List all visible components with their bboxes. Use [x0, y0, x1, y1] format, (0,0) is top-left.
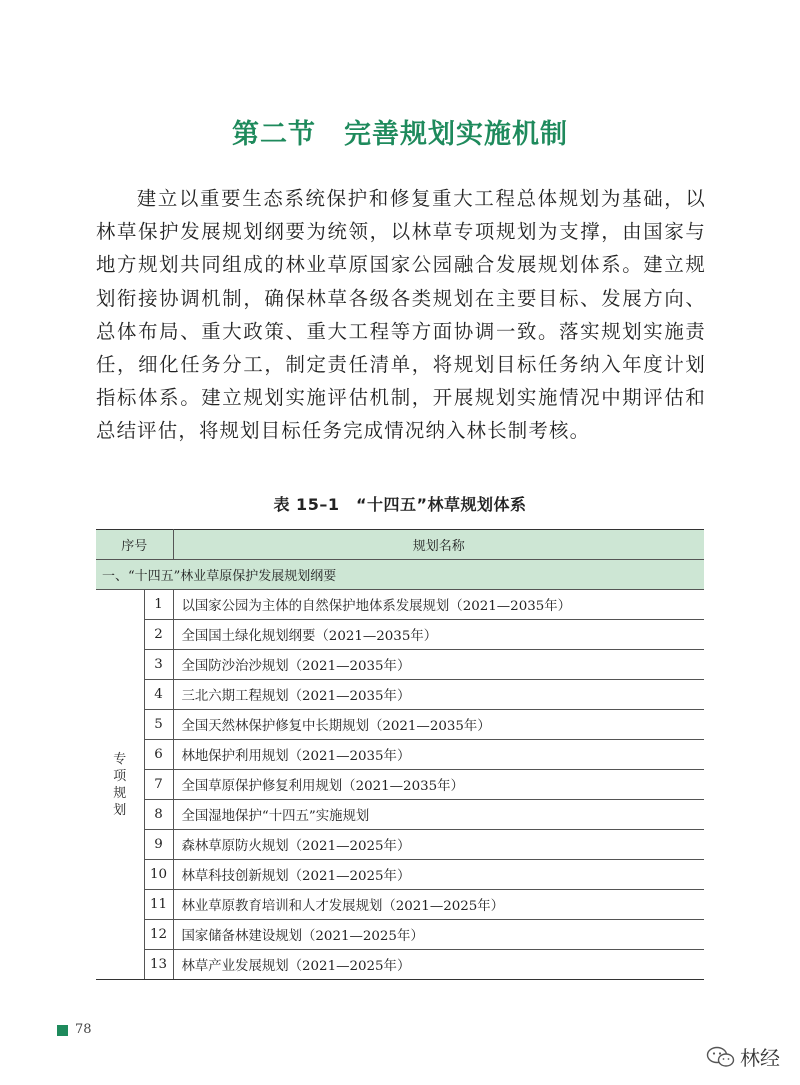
table-row [96, 740, 704, 770]
table-row [96, 860, 704, 890]
header-seq: 序号 [96, 530, 173, 560]
row-number: 12 [144, 920, 173, 950]
row-plan-name: 全国草原保护修复利用规划（2021—2035年） [173, 770, 704, 800]
header-name: 规划名称 [173, 530, 704, 560]
page-number: 78 [75, 1022, 92, 1037]
category-cell [96, 590, 144, 980]
plan-table [96, 529, 704, 980]
row-number: 2 [144, 620, 173, 650]
section-row-label: 一、“十四五”林业草原保护发展规划纲要 [96, 560, 704, 590]
table-row [96, 800, 704, 830]
row-plan-name: 以国家公园为主体的自然保护地体系发展规划（2021—2035年） [173, 590, 704, 620]
watermark-text: 林经 [740, 1046, 780, 1070]
row-plan-name: 全国国土绿化规划纲要（2021—2035年） [173, 620, 704, 650]
row-number: 4 [144, 680, 173, 710]
row-plan-name: 林地保护利用规划（2021—2035年） [173, 740, 704, 770]
table-row [96, 920, 704, 950]
watermark [706, 1042, 780, 1071]
row-number: 9 [144, 830, 173, 860]
row-number: 10 [144, 860, 173, 890]
table-row [96, 890, 704, 920]
body-paragraph: 建立以重要生态系统保护和修复重大工程总体规划为基础，以林草保护发展规划纲要为统领，以林草专项规划为支撑，由国家与地方规划共同组成的林业草原国家公园融合发展规划体系。建立规划衔接协调机制，确保林草各级各类规划在主要目标、发展方向、总体布局、重大政策、重大工程等方面协调一致。落实规划实施责任，细化任务分工，制定责任清单，将规划目标任务纳入年度计划指标体系。建立规划实施评估机制，开展规划实施情况中期评估和总结评估，将规划目标任务完成情况纳入林长制考核。 [96, 187, 706, 443]
row-number: 13 [144, 950, 173, 980]
page-marker [57, 1025, 68, 1036]
row-plan-name: 林草科技创新规划（2021—2025年） [173, 860, 704, 890]
table-row [96, 710, 704, 740]
category-label: 专项规划 [113, 751, 127, 818]
table-row [96, 620, 704, 650]
table-caption: 表 15–1 “十四五”林草规划体系 [273, 495, 527, 514]
table-row [96, 950, 704, 980]
row-plan-name: 全国天然林保护修复中长期规划（2021—2035年） [173, 710, 704, 740]
table-header-row [96, 530, 704, 560]
table-row [96, 830, 704, 860]
row-number: 8 [144, 800, 173, 830]
row-number: 11 [144, 890, 173, 920]
row-plan-name: 森林草原防火规划（2021—2025年） [173, 830, 704, 860]
row-plan-name: 全国湿地保护“十四五”实施规划 [173, 800, 704, 830]
section-row [96, 560, 704, 590]
row-plan-name: 国家储备林建设规划（2021—2025年） [173, 920, 704, 950]
table-row [96, 770, 704, 800]
row-number: 5 [144, 710, 173, 740]
row-plan-name: 三北六期工程规划（2021—2035年） [173, 680, 704, 710]
row-number: 7 [144, 770, 173, 800]
row-plan-name: 全国防沙治沙规划（2021—2035年） [173, 650, 704, 680]
table-row [96, 650, 704, 680]
row-plan-name: 林草产业发展规划（2021—2025年） [173, 950, 704, 980]
row-plan-name: 林业草原教育培训和人才发展规划（2021—2025年） [173, 890, 704, 920]
wechat-icon [706, 1046, 736, 1068]
table-row [96, 680, 704, 710]
row-number: 1 [144, 590, 173, 620]
section-title: 第二节 完善规划实施机制 [232, 119, 568, 150]
table-row [96, 590, 704, 620]
row-number: 6 [144, 740, 173, 770]
row-number: 3 [144, 650, 173, 680]
